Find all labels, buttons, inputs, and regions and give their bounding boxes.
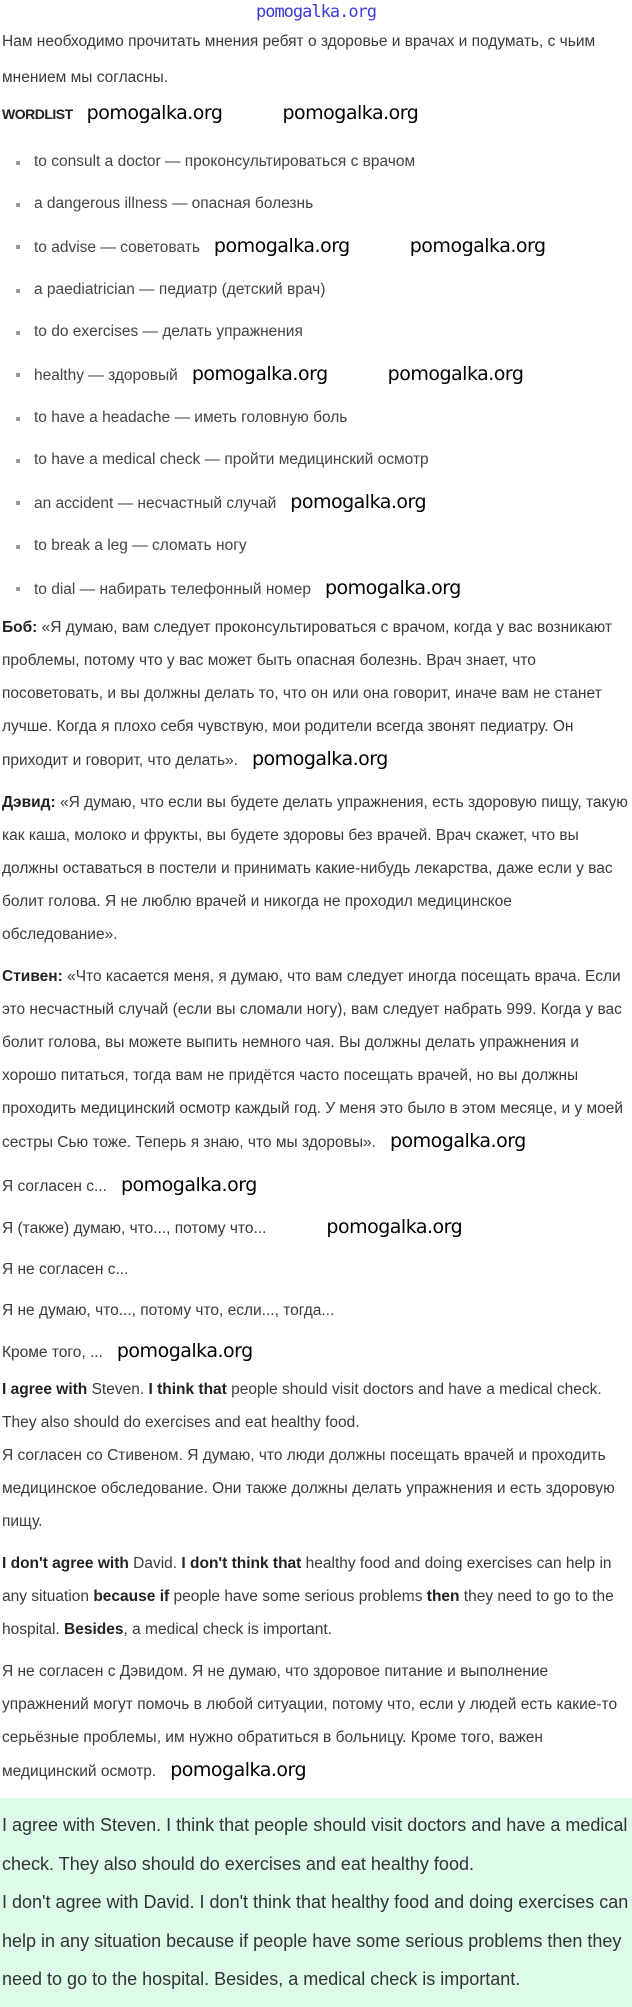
watermark: pomogalka.org — [282, 102, 419, 124]
list-item — [12, 397, 630, 439]
list-item-text: to break a leg — сломать ногу — [34, 537, 247, 554]
wordlist-heading: WORDLIST — [2, 106, 73, 122]
phrase: Я не думаю, что..., потому что, если..., тогда... — [2, 1302, 335, 1319]
list-item — [12, 269, 630, 311]
phrase-row — [2, 1207, 630, 1249]
intro-text: Нам необходимо прочитать мнения ребят о здоровье и врачах и подумать, с чьим мнением мы согласны. — [2, 33, 596, 86]
text: , a medical check is important. — [123, 1621, 332, 1638]
watermark: pomogalka.org — [389, 1130, 526, 1152]
site-watermark: pomogalka.org — [255, 2, 377, 22]
text: they need to go to the hospital. — [2, 1588, 614, 1638]
opinion-steven — [2, 960, 630, 1159]
watermark: pomogalka.org — [213, 235, 350, 257]
watermark: pomogalka.org — [252, 748, 388, 770]
list-item-text: to have a medical check — пройти медицинский осмотр — [34, 451, 429, 468]
list-item-text: to have a headache — иметь головную боль — [34, 409, 348, 426]
watermark: pomogalka.org — [409, 235, 546, 257]
speaker-name: Боб: — [2, 619, 38, 636]
watermark: pomogalka.org — [116, 1340, 253, 1362]
watermark: pomogalka.org — [86, 102, 223, 124]
list-item — [12, 481, 630, 525]
watermark: pomogalka.org — [326, 1216, 463, 1238]
list-item — [12, 225, 630, 269]
text: David. — [128, 1555, 182, 1572]
list-item-text: to advise — советовать — [34, 239, 200, 256]
list-item — [12, 439, 630, 481]
watermark: pomogalka.org — [120, 1174, 257, 1196]
wordlist — [12, 141, 630, 611]
final-answer: I agree with Steven. I think that people should visit doctors and have a medical check. They also should do exercises and eat healthy food. — [2, 1815, 628, 1874]
opinion-bob — [2, 611, 630, 777]
phrase-row — [2, 1249, 630, 1290]
list-item — [12, 567, 630, 611]
keyword: I think that — [148, 1381, 227, 1398]
opinion-text: «Я думаю, вам следует проконсультироваться с врачом, когда у вас возникают проблемы, потому что у вас может быть опасная болезнь. Врач знает, что посоветовать, и вы должны делать то, что он или она говорит, иначе вам не станет лучше. Когда я плохо себя чувствую, мои родители всегда звонят педиатру. Он приходит и говорит, что делать». — [2, 619, 612, 769]
article — [0, 24, 632, 1788]
phrase: Кроме того, ... — [2, 1344, 103, 1361]
list-item-text: to do exercises — делать упражнения — [34, 323, 303, 340]
list-item-text: a paediatrician — педиатр (детский врач) — [34, 281, 326, 298]
final-answer: I don't agree with David. I don't think that healthy food and doing exercises can help in any situation because if people have some serious problems then they need to go to the hospital. Besides, a medical check is important. — [2, 1892, 629, 1989]
keyword: Besides — [64, 1621, 124, 1638]
list-item — [12, 183, 630, 225]
phrase-row — [2, 1331, 630, 1373]
list-item-text: a dangerous illness — опасная болезнь — [34, 195, 314, 212]
opinion-text: «Я думаю, что если вы будете делать упражнения, есть здоровую пищу, такую как каша, молоко и фрукты, вы будете здоровы без врачей. Врач скажет, что вы должны оставаться в постели и принимать какие-нибудь лекарства, даже если у вас болит голова. Я не люблю врачей и никогда не проходил медицинское обследование». — [2, 794, 628, 943]
answer-disagree-translation — [2, 1655, 630, 1788]
list-item — [12, 353, 630, 397]
watermark: pomogalka.org — [191, 363, 328, 385]
text: people have some serious problems — [169, 1588, 427, 1605]
keyword: I don't think that — [181, 1555, 302, 1572]
keyword: I agree with — [2, 1381, 88, 1398]
answer-agree — [2, 1373, 630, 1439]
text: people should visit doctors and have a medical check. They also should do exercises and eat healthy food. — [2, 1381, 602, 1431]
keyword: then — [426, 1588, 460, 1605]
list-item — [12, 525, 630, 567]
speaker-name: Дэвид: — [2, 794, 56, 811]
list-item-text: healthy — здоровый — [34, 367, 178, 384]
text: healthy food and doing exercises can help in any situation — [2, 1555, 612, 1605]
phrase: Я согласен с... — [2, 1178, 107, 1195]
watermark: pomogalka.org — [170, 1759, 307, 1781]
opinion-text: «Что касается меня, я думаю, что вам следует иногда посещать врача. Если это несчастный случай (если вы сломали ногу), вам следует набрать 999. Когда у вас болит голова, вы можете выпить немного чая. Вы должны делать упражнения и хорошо питаться, тогда вам не придётся часто посещать врачей, но вы должны проходить медицинский осмотр каждый год. У меня это было в этом месяце, и у моей сестры Сью тоже. Теперь я знаю, что мы здоровы». — [2, 968, 624, 1151]
keyword: because if — [93, 1588, 170, 1605]
opinion-david — [2, 786, 630, 951]
translation-text: Я не согласен с Дэвидом. Я не думаю, что здоровое питание и выполнение упражнений могут помочь в любой ситуации, потому что, если у людей есть какие-то серьёзные проблемы, им нужно обратиться в больницу. Кроме того, важен медицинский осмотр. — [2, 1663, 618, 1780]
list-item — [12, 311, 630, 353]
answer-box — [0, 1798, 632, 2007]
watermark: pomogalka.org — [324, 577, 461, 599]
speaker-name: Стивен: — [2, 968, 63, 985]
keyword: I don't agree with — [2, 1555, 129, 1572]
watermark: pomogalka.org — [290, 491, 427, 513]
text: Steven. — [87, 1381, 149, 1398]
list-item-text: to dial — набирать телефонный номер — [34, 581, 311, 598]
wordlist-heading-row — [2, 98, 630, 129]
answer-disagree — [2, 1547, 630, 1646]
watermark: pomogalka.org — [387, 363, 524, 385]
phrase-row — [2, 1290, 630, 1331]
list-item-text: to consult a doctor — проконсультироваться с врачом — [34, 153, 416, 170]
answer-agree-translation: Я согласен со Стивеном. Я думаю, что люди должны посещать врачей и проходить медицинское обследование. Они также должны делать упражнения и есть здоровую пищу. — [2, 1447, 615, 1530]
phrase-row — [2, 1165, 630, 1207]
phrase: Я не согласен с... — [2, 1261, 129, 1278]
list-item — [12, 141, 630, 183]
phrase: Я (также) думаю, что..., потому что... — [2, 1220, 267, 1237]
list-item-text: an accident — несчастный случай — [34, 495, 277, 512]
